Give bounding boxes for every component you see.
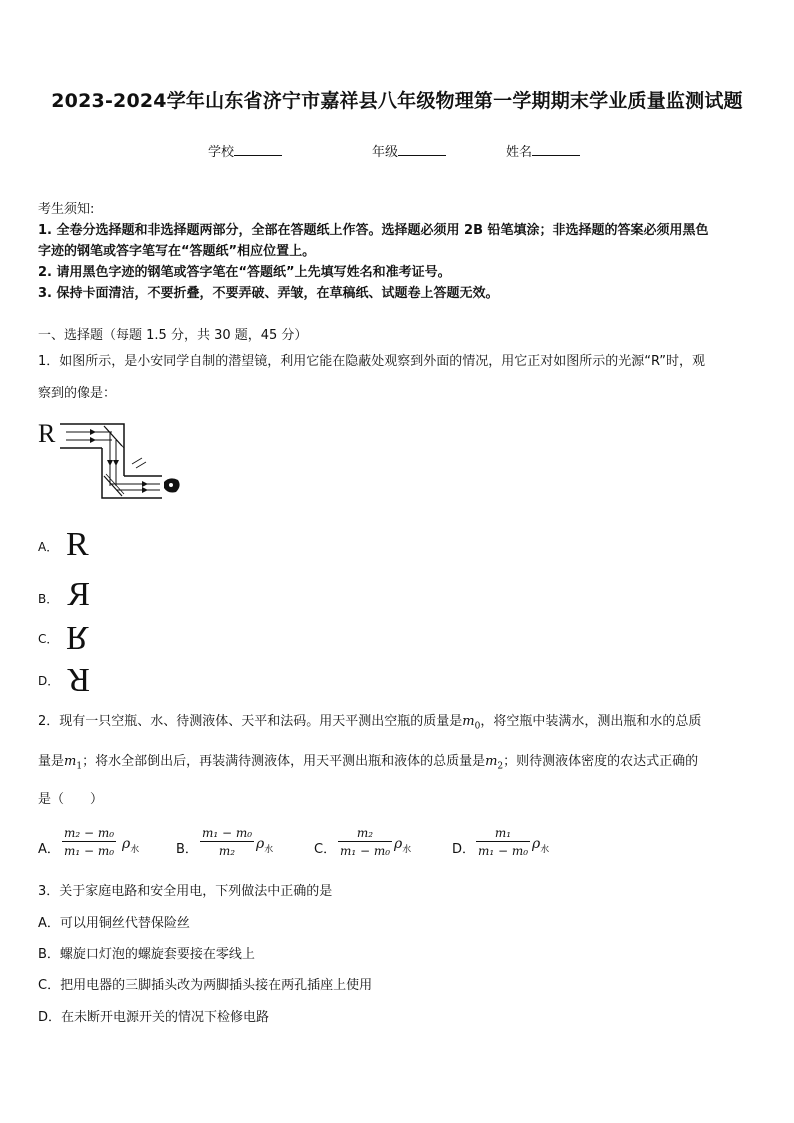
- q2-option-b-label: B．: [176, 842, 198, 857]
- q1-stem-line2: 察到的像是：: [38, 386, 117, 401]
- q2-stem-line2: 量是$m_1$；将水全部倒出后，再装满待测液体，用天平测出瓶和液体的总质量是$m_2$；则待测液体密度的农达式正确的: [38, 754, 699, 772]
- q3-option-a: A．可以用铜丝代替保险丝: [38, 916, 190, 931]
- grade-blank: [398, 143, 446, 156]
- q1-option-d-label: D．: [38, 674, 60, 688]
- q1-option-b-label: B．: [38, 592, 59, 606]
- section-heading: 一、选择题（每题 1.5 分，共 30 题，45 分）: [38, 328, 308, 343]
- q2-option-a-fraction: $\frac{\text{m₂ − m₀}}{\text{m₁ − m₀}}$: [64, 826, 115, 858]
- q2-option-d-fraction: $\frac{\text{m₁}}{\text{m₁ − m₀}}$: [478, 826, 529, 858]
- q2-stem-line3: 是（ ）: [38, 792, 104, 807]
- q3-option-b: B．螺旋口灯泡的螺旋套要接在零线上: [38, 947, 255, 962]
- periscope-figure: [38, 418, 188, 502]
- notice-item: 字迹的钢笔或答字笔写在“答题纸”相应位置上。: [38, 244, 316, 259]
- q2-option-c-fraction: $\frac{\text{m₂}}{\text{m₁ − m₀}}$: [340, 826, 391, 858]
- notice-item: 2. 请用黑色字迹的钢笔或答字笔在“答题纸”上先填写姓名和准考证号。: [38, 265, 451, 280]
- grade-label: 年级: [372, 145, 399, 160]
- name-label: 姓名: [506, 145, 533, 160]
- light-source-r: R: [38, 419, 56, 448]
- q3-option-d: D．在未断开电源开关的情况下检修电路: [38, 1010, 270, 1025]
- school-label: 学校: [208, 145, 235, 160]
- q2-option-b-fraction: $\frac{\text{m₁ − m₀}}{\text{m₂}}$: [202, 826, 253, 858]
- q3-stem: 3．关于家庭电路和安全用电，下列做法中正确的是: [38, 884, 333, 899]
- q1-option-a-label: A．: [38, 540, 59, 554]
- q1-option-d-glyph: R: [67, 661, 90, 698]
- q2-option-a-label: A．: [38, 842, 60, 857]
- page-title: 2023-2024学年山东省济宁市嘉祥县八年级物理第一学期期末学业质量监测试题: [51, 90, 743, 112]
- grade-field: [372, 141, 446, 160]
- rho-water: $\rho_水$: [532, 836, 550, 855]
- rho-water: $\rho_水$: [394, 836, 412, 855]
- name-field: [506, 141, 580, 160]
- rho-water: $\rho_水$: [122, 836, 140, 855]
- periscope-diagram: [38, 418, 188, 506]
- q3-option-c: C．把用电器的三脚插头改为两脚插头接在两孔插座上使用: [38, 978, 373, 993]
- notice-heading: 考生须知:: [38, 202, 95, 217]
- q1-option-a-glyph: R: [66, 526, 89, 563]
- notice-item: 3. 保持卡面清洁，不要折叠，不要弄破、弄皱，在草稿纸、试题卷上答题无效。: [38, 286, 499, 301]
- school-blank: [234, 143, 282, 156]
- q2-stem-line1: 2．现有一只空瓶、水、待测液体、天平和法码。用天平测出空瓶的质量是$m_0$，将空瓶中装满水，测出瓶和水的总质: [38, 714, 702, 732]
- name-blank: [532, 143, 580, 156]
- q1-stem-line1: 1．如图所示，是小安同学自制的潜望镜，利用它能在隐蔽处观察到外面的情况，用它正对如图所示的光源“R”时，观: [38, 354, 705, 369]
- q2-option-c-label: C．: [314, 842, 337, 857]
- school-field: [208, 141, 282, 160]
- q2-option-d-label: D．: [452, 842, 476, 857]
- rho-water: $\rho_水$: [256, 836, 274, 855]
- q1-option-c-glyph: R: [66, 619, 89, 656]
- q1-option-b-glyph: R: [67, 576, 90, 613]
- notice-item: 1. 全卷分选择题和非选择题两部分，全部在答题纸上作答。选择题必须用 2B 铅笔填涂；非选择题的答案必须用黑色: [38, 223, 709, 238]
- q1-option-c-label: C．: [38, 632, 59, 646]
